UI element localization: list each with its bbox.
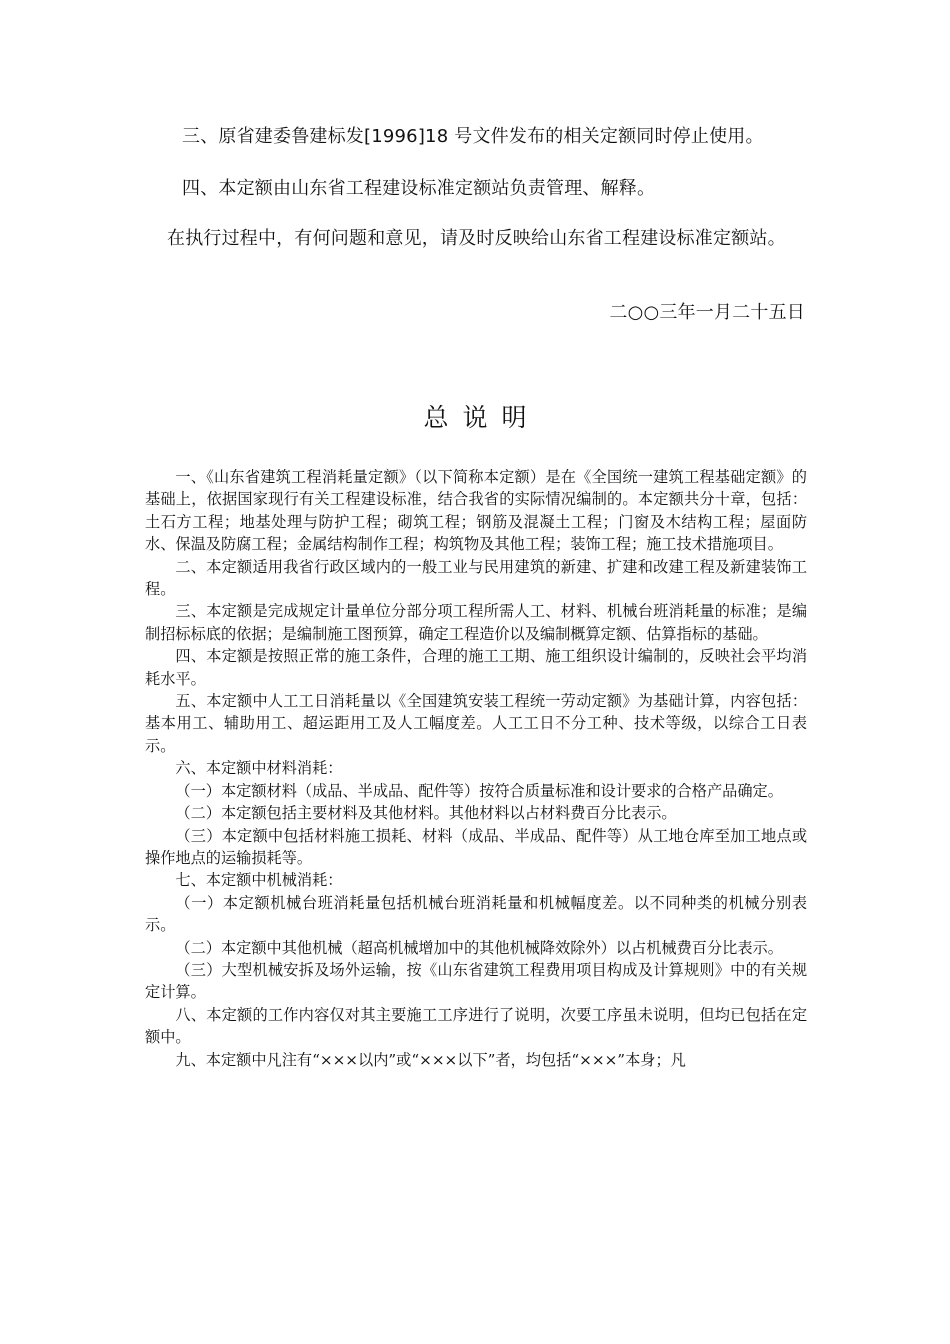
notice-item-3: 三、原省建委鲁建标发[1996]18 号文件发布的相关定额同时停止使用。: [182, 126, 764, 147]
paragraph-5: 五、本定额中人工工日消耗量以《全国建筑安装工程统一劳动定额》为基础计算，内容包括：基本用工、辅助用工、超运距用工及人工幅度差。人工工日不分工种、技术等级，以综合工日表示。: [145, 692, 807, 755]
paragraph-6-3: （三）本定额中包括材料施工损耗、材料（成品、半成品、配件等）从工地仓库至加工地点或操作地点的运输损耗等。: [145, 826, 807, 867]
paragraph-7-3: （三）大型机械安拆及场外运输，按《山东省建筑工程费用项目构成及计算规则》中的有关规定计算。: [145, 960, 807, 1002]
paragraph-1: 一、《山东省建筑工程消耗量定额》（以下简称本定额）是在《全国统一建筑工程基础定额》的基础上，依据国家现行有关工程建设标准，结合我省的实际情况编制的。本定额共分十章，包括：土石方工程；地基处理与防护工程；砌筑工程；钢筋及混凝土工程；门窗及木结构工程；屋面防水、保温及防腐工程；金属结构制作工程；构筑物及其他工程；装饰工程；施工技术措施项目。: [145, 468, 807, 554]
paragraph-7-1: （一）本定额机械台班消耗量包括机械台班消耗量和机械幅度差。以不同种类的机械分别表示。: [145, 893, 807, 935]
paragraph-7-2: （二）本定额中其他机械（超高机械增加中的其他机械降效除外）以占机械费百分比表示。: [175, 938, 783, 957]
paragraph-6-2: （二）本定额包括主要材料及其他材料。其他材料以占材料费百分比表示。: [175, 804, 677, 823]
paragraph-9: 九、本定额中凡注有“×××以内”或“×××以下”者，均包括“×××”本身；凡: [175, 1050, 686, 1069]
notice-item-4: 四、本定额由山东省工程建设标准定额站负责管理、解释。: [182, 178, 656, 199]
paragraph-7: 七、本定额中机械消耗：: [175, 871, 343, 890]
paragraph-3: 三、本定额是完成规定计量单位分部分项工程所需人工、材料、机械台班消耗量的标准；是编制招标标底的依据；是编制施工图预算，确定工程造价以及编制概算定额、估算指标的基础。: [145, 602, 807, 643]
paragraph-8: 八、本定额的工作内容仅对其主要施工工序进行了说明，次要工序虽未说明，但均已包括在定额中。: [145, 1005, 807, 1047]
section-title: 总说明: [423, 403, 541, 432]
paragraph-6: 六、本定额中材料消耗：: [175, 759, 343, 778]
section-body: [145, 466, 807, 1071]
notice-feedback: 在执行过程中，有何问题和意见，请及时反映给山东省工程建设标准定额站。: [167, 228, 786, 249]
paragraph-6-1: （一）本定额材料（成品、半成品、配件等）按符合质量标准和设计要求的合格产品确定。: [175, 781, 783, 800]
paragraph-2: 二、本定额适用我省行政区域内的一般工业与民用建筑的新建、扩建和改建工程及新建装饰工程。: [145, 557, 807, 599]
paragraph-4: 四、本定额是按照正常的施工条件，合理的施工工期、施工组织设计编制的，反映社会平均消耗水平。: [145, 647, 807, 688]
notice-date: 二○○三年一月二十五日: [609, 302, 805, 323]
